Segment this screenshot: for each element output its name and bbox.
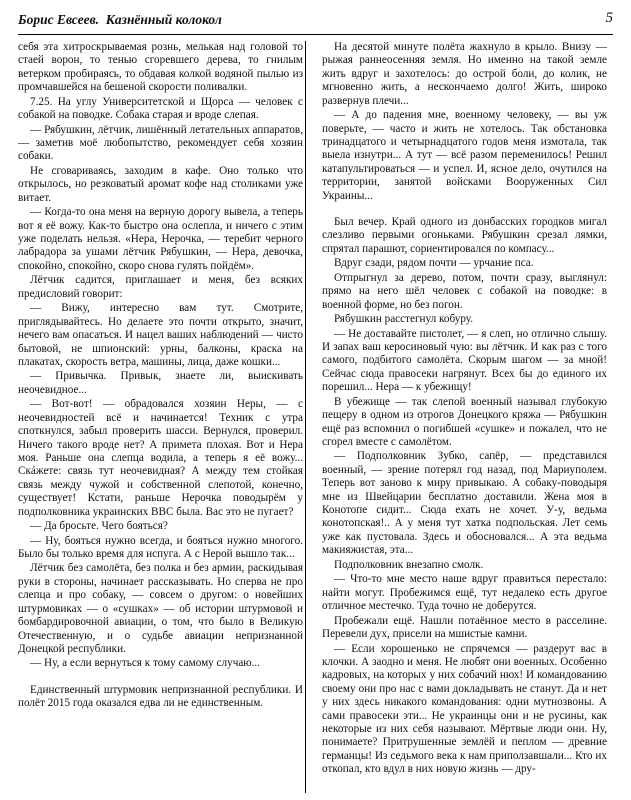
page-number: 5 [605, 10, 613, 26]
paragraph: Лётчик без самолёта, без полка и без армии, раскидывая руки в стороны, начинает рассказывать. Но сперва не про слепца и про собаку, — совсем о другом: о новейших штурмовиках — о «сушках» — об истории штурмовой и бомбардировочной авиации, о том, что было в Великую Отечественную, и о судьбе авиации непризнанной Донецкой республики. [18, 562, 303, 655]
paragraph: Был вечер. Край одного из донбасских городков мигал слезливо первыми огоньками. Рябушкин срезал лямки, спрятал парашют, сориентировался по компасу... [322, 215, 607, 255]
paragraph: — Если хорошенько не спрячемся — раздерут вас в клочки. А заодно и меня. Не любят они военных. Особенно кадровых, на которых у них собачий нюх! И командованию своему они про нас с вами докладывать не станут. Да и нет у них здесь никакого командования: одни мутнозвоны. А сами правосеки эти... Не украинцы они и не русины, как некоторые из них себя называют. Мёртвые люди они. Ну, понимаете? Притрушенные землёй и пеплом — древние германцы! Из седьмого века к нам приползавшали... Кто их откопал, кто вдул в них новую жизнь — дру- [322, 642, 607, 776]
right-column [322, 41, 607, 778]
paragraph: — Вот-вот! — обрадовался хозяин Неры, — с неочевидностей всё и начинается! Техник с утра споткнулся, забыл проверить шасси. Вернулся, проверил. Ничего такого вроде нет? А примета плохая. Вот и Нера моя. Раньше она слепца водила, а теперь я её вожу... Скáжете: связь тут неочевидная? А между тем стойкая связь между чужой и собственной слепотой, конечно, существует! Кстати, раньше Нерочка поводырём у подполковника украинских ВВС была. Вас это не пугает? [18, 398, 303, 518]
paragraph: В убежище — так слепой военный называл глубокую пещеру в одном из отрогов Донецкого кряжа — Рябушкин ещё раз вспомнил о погибшей «сушке» и пожалел, что не сгорел вместе с самолётом. [322, 395, 607, 448]
paragraph: Рябушкин расстегнул кобуру. [334, 313, 474, 326]
paragraph: Отпрыгнул за дерево, потом, почти сразу, выглянул: прямо на него шёл человек с собакой на поводке: в военной форме, но без погон. [322, 271, 607, 311]
paragraph: — Вижу, интересно вам тут. Смотрите, приглядывайтесь. Но делаете это почти открыто, значит, нечего вам опасаться. И нацел ваших наблюдений — чисто бытовой, не шпионский: урны, балконы, краска на плакатах, скорость ветра, машины, лица, даже кошки... [18, 302, 303, 368]
paragraph: — Ну, бояться нужно всегда, и бояться нужно многого. Было бы только время для испуга. А с Нерой вышло так... [18, 534, 303, 560]
left-column [18, 41, 303, 712]
paragraph: — Рябушкин, лётчик, лишённый летательных аппаратов, — заметив моё любопытство, рекомендует себя хозяин собаки. [18, 123, 303, 163]
paragraph: Не сговариваясь, заходим в кафе. Оно только что открылось, но резковатый аромат кофе над столиками уже витает. [18, 164, 303, 204]
paragraph: — Ну, а если вернуться к тому самому случаю... [30, 657, 261, 670]
running-title [18, 12, 222, 28]
paragraph: — Привычка. Привык, знаете ли, выискивать неочевидное... [18, 370, 303, 396]
paragraph: себя эта хитроскрываемая рознь, мелькая над головой то стаей ворон, то тенью сгоревшего дерева, то гнилым ветерком пробираясь, то обдавая колкой водяной пылью из промчавшейся на бешеной скорости поливалки. [18, 41, 303, 94]
paragraph: — Да бросьте. Чего бояться? [30, 520, 168, 533]
paragraph: 7.25. На углу Университетской и Щорса — человек с собакой на поводке. Собака старая и вроде слепая. [18, 95, 303, 122]
paragraph: Подполковник внезапно смолк. [334, 558, 484, 571]
paragraph: Пробежали ещё. Нашли потаённое место в расселине. Перевели дух, присели на мшистые камни. [322, 614, 607, 640]
paragraph: Единственный штурмовик непризнанной республики. И полёт 2015 года оказался едва ли не единственным. [18, 683, 303, 710]
paragraph: — А до падения мне, военному человеку, — вы уж поверьте, — часто и жить не хотелось. Так обстановка тринадцатого и четырнадцатого годов меня измотала, так выела изнутри... А тут — всё разом переменилось! Решил катапультироваться — и успел. И, ясное дело, очутился на территории, занятой войсками Вооруженных Сил Украины... [322, 109, 607, 202]
paragraph: — Подполковник Зубко, сапёр, — представился военный, — зрение потерял год назад, под Мариуполем. Теперь вот заново к миру привыкаю. А собаку-поводыря мне из Швейцарии бесплатно доставили. Жена моя в Конотопе сидит... Сюда ехать не хочет. У-у, ведьма конотопская!.. А у меня тут хатка подпольская. Лет семь уже как пустовала. Здесь и обосновался... А эта ведьма макияжистая, эта... [322, 450, 607, 557]
paragraph: На десятой минуте полёта жахнуло в крыло. Внизу — рыжая раннеосенняя земля. Но именно на такой земле жить вдруг и захотелось: до острой боли, до колик, не мгновенно жить, а нескончаемо долго! Жить, широко развернув плечи... [322, 41, 607, 107]
page-header [18, 8, 613, 35]
paragraph: — Когда-то она меня на верную дорогу вывела, а теперь вот я её вожу. Как-то быстро она ослепла, и ничего с этим уже поделать нельзя. «Нера, Нерочка, — теребит черного лабрадора за ушами лётчик Рябушкин, — Нера, девочка, спокойно, спокойно, скоро снова гулять пойдём». [18, 206, 303, 272]
paragraph: — Не доставайте пистолет, — я слеп, но отлично слышу. И запах ваш керосиновый чую: вы лётчик. И как раз с того самого, подбитого самолёта. Скорым шагом — за мной! Сейчас сюда правосеки нагрянут. Всех бы до единого их порешил... Нера — к убежищу! [322, 327, 607, 394]
paragraph: Вдруг сзади, рядом почти — урчание пса. [334, 257, 534, 270]
column-divider [305, 41, 306, 793]
author-name: Борис Евсеев. [18, 12, 100, 27]
paragraph: Лётчик садится, приглашает и меня, без всяких предисловий говорит: [18, 274, 303, 300]
paragraph: — Что-то мне место наше вдруг правиться перестало: найти могут. Пробежимся ещё, тут недалеко есть другое отличное местечко. Туда точно не доберутся. [322, 573, 607, 613]
book-title: Казнённый колокол [105, 12, 222, 27]
